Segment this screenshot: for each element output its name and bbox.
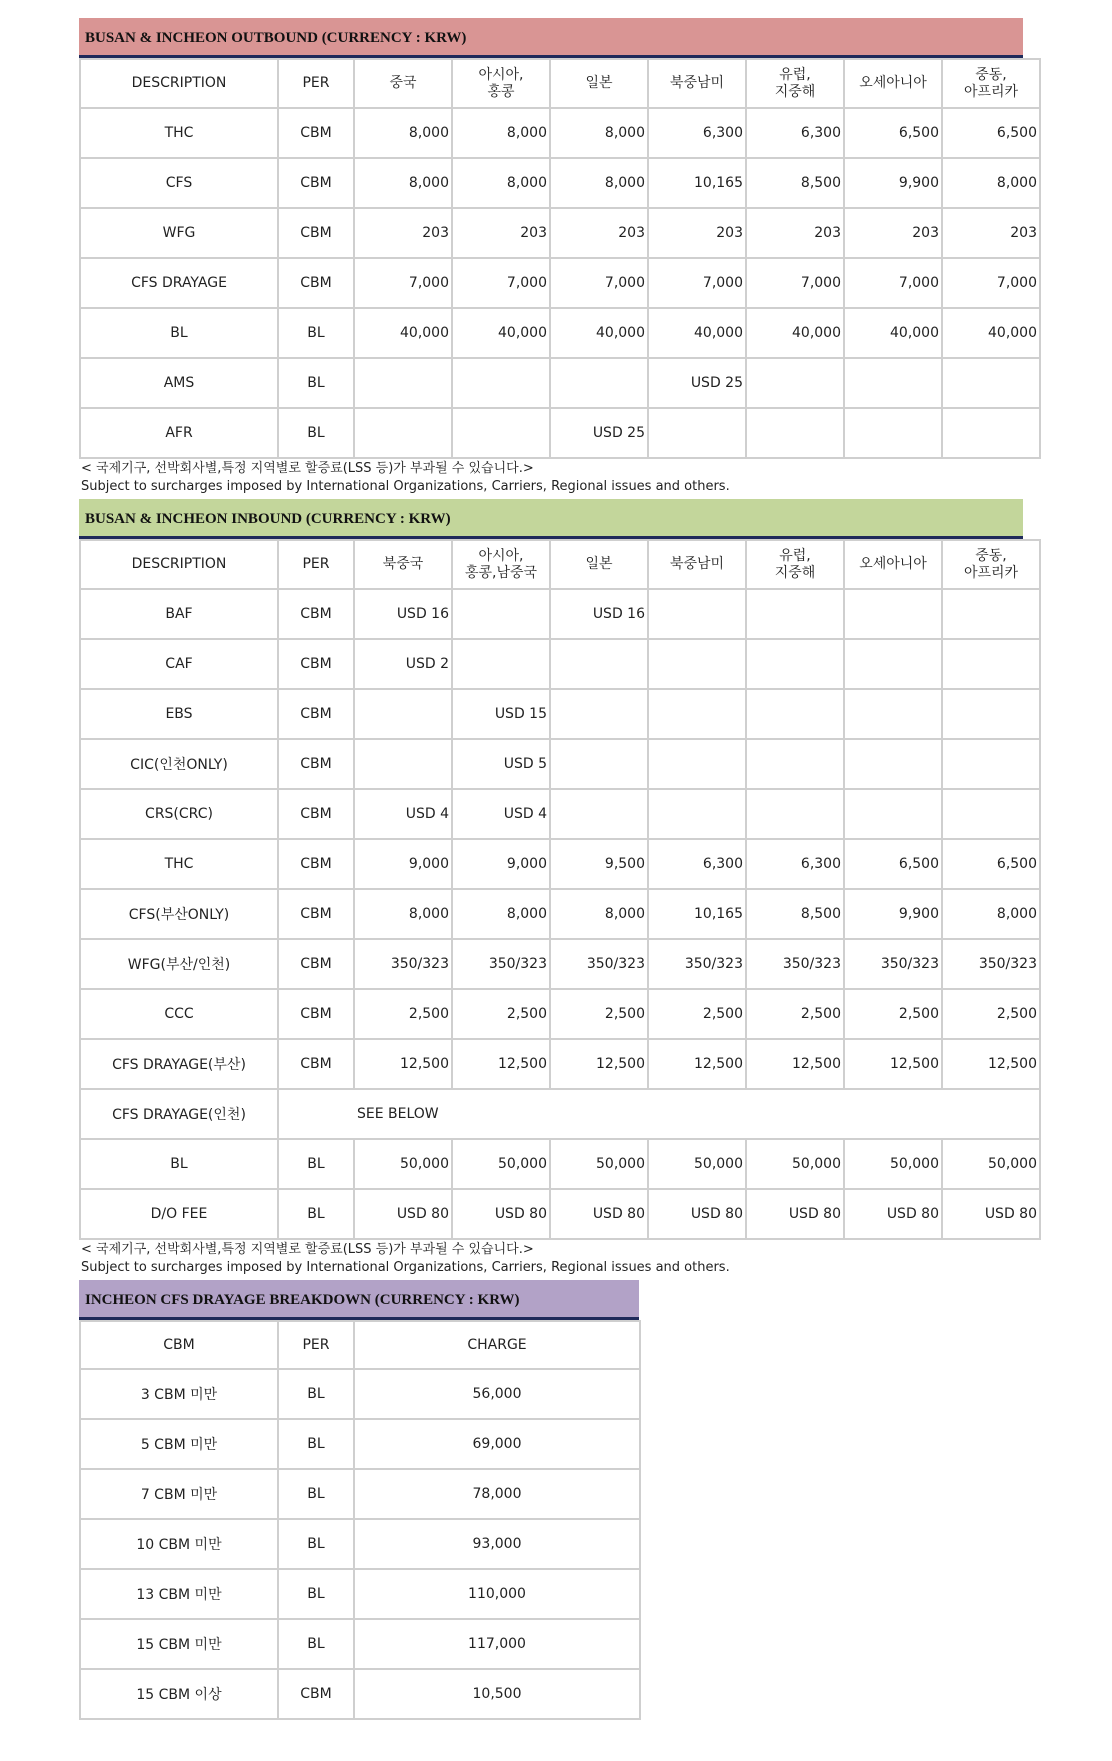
per-cell: CBM (278, 108, 354, 158)
rate-cell (942, 358, 1040, 408)
rate-cell: 50,000 (844, 1139, 942, 1189)
charge-cell: 10,500 (354, 1669, 640, 1719)
rate-cell: USD 80 (746, 1189, 844, 1239)
column-header: 오세아니아 (844, 540, 942, 589)
surcharge-note-korean: < 국제기구, 선박회사별,특정 지역별로 할증료(LSS 등)가 부과될 수 있습니다.> (81, 1242, 534, 1257)
table-row (80, 1569, 640, 1619)
column-header: PER (278, 1321, 354, 1369)
rate-cell: 8,000 (452, 158, 550, 208)
column-header: 중국 (354, 59, 452, 108)
description-cell: EBS (80, 689, 278, 739)
table-row (80, 1369, 640, 1419)
column-header: 북중남미 (648, 59, 746, 108)
cbm-cell: 10 CBM 미만 (80, 1519, 278, 1569)
rate-cell: 350/323 (844, 939, 942, 989)
description-cell: WFG (80, 208, 278, 258)
table-row (80, 739, 1040, 789)
rate-cell: 12,500 (550, 1039, 648, 1089)
column-header: 오세아니아 (844, 59, 942, 108)
rate-cell (746, 739, 844, 789)
rate-cell (844, 358, 942, 408)
description-cell: BAF (80, 589, 278, 639)
charge-cell: 93,000 (354, 1519, 640, 1569)
rate-cell: 8,000 (452, 108, 550, 158)
rate-cell (648, 789, 746, 839)
rate-cell (746, 408, 844, 458)
rate-cell: 40,000 (648, 308, 746, 358)
rate-cell (942, 739, 1040, 789)
column-header: 아시아, 홍콩,남중국 (452, 540, 550, 589)
rate-sheet (79, 18, 1037, 1720)
rate-cell: 7,000 (844, 258, 942, 308)
rate-cell: 350/323 (354, 939, 452, 989)
table-row (80, 839, 1040, 889)
surcharge-note-english: Subject to surcharges imposed by International Organizations, Carriers, Regional issues and others. (81, 1260, 730, 1275)
per-cell: BL (278, 1519, 354, 1569)
rate-cell: 50,000 (550, 1139, 648, 1189)
cbm-cell: 15 CBM 미만 (80, 1619, 278, 1669)
rate-cell: 7,000 (942, 258, 1040, 308)
rate-cell: 2,500 (648, 989, 746, 1039)
rate-cell: 203 (844, 208, 942, 258)
rate-cell (942, 589, 1040, 639)
rate-cell: 2,500 (354, 989, 452, 1039)
rate-cell: 40,000 (354, 308, 452, 358)
column-header: PER (278, 59, 354, 108)
rate-cell (942, 789, 1040, 839)
rate-cell (550, 639, 648, 689)
charge-cell: 110,000 (354, 1569, 640, 1619)
table-row (80, 1089, 1040, 1139)
per-cell: CBM (278, 889, 354, 939)
rate-cell: 203 (550, 208, 648, 258)
rate-cell: 12,500 (452, 1039, 550, 1089)
rate-cell: 9,500 (550, 839, 648, 889)
header-row (80, 540, 1040, 589)
table-row (80, 1669, 640, 1719)
description-cell: THC (80, 839, 278, 889)
rate-cell: 350/323 (452, 939, 550, 989)
per-cell: CBM (278, 1669, 354, 1719)
rate-cell: 7,000 (746, 258, 844, 308)
table-row (80, 258, 1040, 308)
rate-cell: 12,500 (746, 1039, 844, 1089)
column-header: 북중국 (354, 540, 452, 589)
cbm-cell: 3 CBM 미만 (80, 1369, 278, 1419)
rate-cell (844, 639, 942, 689)
rate-cell (550, 789, 648, 839)
per-cell: BL (278, 1619, 354, 1669)
column-header: 중동, 아프리카 (942, 540, 1040, 589)
per-cell: BL (278, 1369, 354, 1419)
rate-cell: 2,500 (746, 989, 844, 1039)
rate-cell: USD 16 (354, 589, 452, 639)
rate-cell: 8,500 (746, 158, 844, 208)
inbound-table (79, 539, 1041, 1240)
per-cell: BL (278, 1569, 354, 1619)
rate-cell: 203 (746, 208, 844, 258)
table-row (80, 589, 1040, 639)
table-row (80, 1419, 640, 1469)
per-cell: BL (278, 1419, 354, 1469)
rate-cell: 12,500 (354, 1039, 452, 1089)
column-header: 일본 (550, 59, 648, 108)
column-header: 유럽, 지중해 (746, 540, 844, 589)
description-cell: CAF (80, 639, 278, 689)
table-row (80, 208, 1040, 258)
per-cell: CBM (278, 989, 354, 1039)
per-cell: CBM (278, 739, 354, 789)
rate-cell: 40,000 (942, 308, 1040, 358)
column-header: 북중남미 (648, 540, 746, 589)
rate-cell (844, 789, 942, 839)
rate-cell: 40,000 (746, 308, 844, 358)
column-header: PER (278, 540, 354, 589)
charge-cell: 56,000 (354, 1369, 640, 1419)
rate-cell: USD 16 (550, 589, 648, 639)
rate-cell: 12,500 (942, 1039, 1040, 1089)
per-cell: BL (278, 1189, 354, 1239)
rate-cell: 8,000 (550, 158, 648, 208)
rate-cell: 50,000 (746, 1139, 844, 1189)
rate-cell: 50,000 (942, 1139, 1040, 1189)
rate-cell: 9,900 (844, 158, 942, 208)
outbound-note (79, 459, 1023, 499)
rate-cell: USD 4 (452, 789, 550, 839)
rate-cell: 8,000 (550, 108, 648, 158)
rate-cell: 6,300 (648, 108, 746, 158)
rate-cell: 350/323 (550, 939, 648, 989)
rate-cell: 10,165 (648, 889, 746, 939)
column-header: 아시아, 홍콩 (452, 59, 550, 108)
rate-cell (354, 739, 452, 789)
rate-cell: 6,300 (746, 108, 844, 158)
rate-cell: USD 80 (354, 1189, 452, 1239)
drayage-table (79, 1320, 641, 1720)
rate-cell: USD 80 (942, 1189, 1040, 1239)
rate-cell: 8,500 (746, 889, 844, 939)
description-cell: D/O FEE (80, 1189, 278, 1239)
per-cell: BL (278, 358, 354, 408)
rate-cell (648, 739, 746, 789)
inbound-note (79, 1240, 1023, 1280)
cbm-cell: 5 CBM 미만 (80, 1419, 278, 1469)
rate-cell: 350/323 (746, 939, 844, 989)
see-below-cell: SEE BELOW (278, 1089, 1040, 1139)
per-cell: CBM (278, 639, 354, 689)
rate-cell (354, 358, 452, 408)
rate-cell: 40,000 (550, 308, 648, 358)
description-cell: CFS(부산ONLY) (80, 889, 278, 939)
description-cell: BL (80, 308, 278, 358)
rate-cell: 6,300 (648, 839, 746, 889)
per-cell: CBM (278, 258, 354, 308)
table-row (80, 1469, 640, 1519)
column-header: DESCRIPTION (80, 540, 278, 589)
rate-cell: 203 (942, 208, 1040, 258)
table-row (80, 1189, 1040, 1239)
rate-cell: 6,500 (942, 839, 1040, 889)
charge-cell: 69,000 (354, 1419, 640, 1469)
description-cell: AMS (80, 358, 278, 408)
cbm-cell: 7 CBM 미만 (80, 1469, 278, 1519)
rate-cell: 2,500 (844, 989, 942, 1039)
rate-cell: 203 (452, 208, 550, 258)
table-row (80, 108, 1040, 158)
per-cell: CBM (278, 839, 354, 889)
rate-cell: USD 25 (550, 408, 648, 458)
rate-cell: 50,000 (452, 1139, 550, 1189)
rate-cell (354, 689, 452, 739)
rate-cell: USD 80 (648, 1189, 746, 1239)
rate-cell (746, 789, 844, 839)
rate-cell: 2,500 (452, 989, 550, 1039)
description-cell: AFR (80, 408, 278, 458)
rate-cell: USD 25 (648, 358, 746, 408)
rate-cell (844, 589, 942, 639)
rate-cell (550, 358, 648, 408)
rate-cell: 12,500 (648, 1039, 746, 1089)
rate-cell (844, 689, 942, 739)
rate-cell: 7,000 (452, 258, 550, 308)
rate-cell: 8,000 (354, 158, 452, 208)
rate-cell (452, 358, 550, 408)
description-cell: CIC(인천ONLY) (80, 739, 278, 789)
rate-cell (746, 689, 844, 739)
rate-cell (746, 589, 844, 639)
rate-cell: 7,000 (550, 258, 648, 308)
rate-cell (354, 408, 452, 458)
rate-cell: USD 15 (452, 689, 550, 739)
description-cell: CFS DRAYAGE(인천) (80, 1089, 278, 1139)
rate-cell (942, 689, 1040, 739)
rate-cell (648, 639, 746, 689)
rate-cell (452, 639, 550, 689)
column-header: CBM (80, 1321, 278, 1369)
description-cell: CFS DRAYAGE (80, 258, 278, 308)
column-header: 일본 (550, 540, 648, 589)
per-cell: CBM (278, 208, 354, 258)
description-cell: WFG(부산/인천) (80, 939, 278, 989)
drayage-title: INCHEON CFS DRAYAGE BREAKDOWN (CURRENCY : KRW) (79, 1280, 639, 1320)
charge-cell: 78,000 (354, 1469, 640, 1519)
table-row (80, 358, 1040, 408)
table-row (80, 1519, 640, 1569)
description-cell: BL (80, 1139, 278, 1189)
per-cell: CBM (278, 939, 354, 989)
rate-cell: 2,500 (550, 989, 648, 1039)
rate-cell (746, 639, 844, 689)
rate-cell: 8,000 (354, 889, 452, 939)
table-row (80, 1139, 1040, 1189)
rate-cell (648, 589, 746, 639)
rate-cell: 9,000 (354, 839, 452, 889)
per-cell: BL (278, 1469, 354, 1519)
rate-cell: 7,000 (648, 258, 746, 308)
rate-cell: 50,000 (354, 1139, 452, 1189)
table-row (80, 689, 1040, 739)
table-row (80, 408, 1040, 458)
description-cell: CCC (80, 989, 278, 1039)
rate-cell (746, 358, 844, 408)
rate-cell: 50,000 (648, 1139, 746, 1189)
per-cell: BL (278, 308, 354, 358)
rate-cell: 6,500 (844, 108, 942, 158)
per-cell: CBM (278, 1039, 354, 1089)
header-row (80, 59, 1040, 108)
description-cell: CRS(CRC) (80, 789, 278, 839)
rate-cell: 6,500 (942, 108, 1040, 158)
table-row (80, 939, 1040, 989)
rate-cell (648, 408, 746, 458)
column-header: 유럽, 지중해 (746, 59, 844, 108)
rate-cell (844, 408, 942, 458)
table-row (80, 639, 1040, 689)
rate-cell (844, 739, 942, 789)
rate-cell: 7,000 (354, 258, 452, 308)
cbm-cell: 13 CBM 미만 (80, 1569, 278, 1619)
rate-cell (452, 589, 550, 639)
table-row (80, 1619, 640, 1669)
table-row (80, 1039, 1040, 1089)
cbm-cell: 15 CBM 이상 (80, 1669, 278, 1719)
column-header: DESCRIPTION (80, 59, 278, 108)
rate-cell: 8,000 (942, 158, 1040, 208)
per-cell: CBM (278, 789, 354, 839)
table-row (80, 789, 1040, 839)
rate-cell: 203 (648, 208, 746, 258)
rate-cell (550, 739, 648, 789)
outbound-title: BUSAN & INCHEON OUTBOUND (CURRENCY : KRW) (79, 18, 1023, 58)
rate-cell: 8,000 (942, 889, 1040, 939)
surcharge-note-korean: < 국제기구, 선박회사별,특정 지역별로 할증료(LSS 등)가 부과될 수 있습니다.> (81, 461, 534, 476)
table-row (80, 889, 1040, 939)
rate-cell: USD 80 (550, 1189, 648, 1239)
rate-cell (942, 408, 1040, 458)
per-cell: CBM (278, 158, 354, 208)
rate-cell: 9,000 (452, 839, 550, 889)
rate-cell: 9,900 (844, 889, 942, 939)
rate-cell (452, 408, 550, 458)
rate-cell: USD 5 (452, 739, 550, 789)
description-cell: THC (80, 108, 278, 158)
surcharge-note-english: Subject to surcharges imposed by International Organizations, Carriers, Regional issues and others. (81, 479, 730, 494)
rate-cell (942, 639, 1040, 689)
rate-cell: 8,000 (550, 889, 648, 939)
column-header: 중동, 아프리카 (942, 59, 1040, 108)
inbound-title: BUSAN & INCHEON INBOUND (CURRENCY : KRW) (79, 499, 1023, 539)
rate-cell: 350/323 (942, 939, 1040, 989)
rate-cell: USD 80 (844, 1189, 942, 1239)
rate-cell: 2,500 (942, 989, 1040, 1039)
rate-cell: 350/323 (648, 939, 746, 989)
outbound-table (79, 58, 1041, 459)
rate-cell: 6,300 (746, 839, 844, 889)
rate-cell: USD 2 (354, 639, 452, 689)
description-cell: CFS (80, 158, 278, 208)
charge-cell: 117,000 (354, 1619, 640, 1669)
table-row (80, 989, 1040, 1039)
rate-cell: 8,000 (452, 889, 550, 939)
rate-cell: USD 80 (452, 1189, 550, 1239)
table-row (80, 308, 1040, 358)
rate-cell: 40,000 (844, 308, 942, 358)
rate-cell: 8,000 (354, 108, 452, 158)
per-cell: BL (278, 1139, 354, 1189)
table-row (80, 158, 1040, 208)
header-row (80, 1321, 640, 1369)
rate-cell: 10,165 (648, 158, 746, 208)
rate-cell (550, 689, 648, 739)
per-cell: CBM (278, 589, 354, 639)
column-header: CHARGE (354, 1321, 640, 1369)
rate-cell (648, 689, 746, 739)
rate-cell: 12,500 (844, 1039, 942, 1089)
rate-cell: 6,500 (844, 839, 942, 889)
rate-cell: USD 4 (354, 789, 452, 839)
rate-cell: 40,000 (452, 308, 550, 358)
per-cell: BL (278, 408, 354, 458)
description-cell: CFS DRAYAGE(부산) (80, 1039, 278, 1089)
rate-cell: 203 (354, 208, 452, 258)
per-cell: CBM (278, 689, 354, 739)
